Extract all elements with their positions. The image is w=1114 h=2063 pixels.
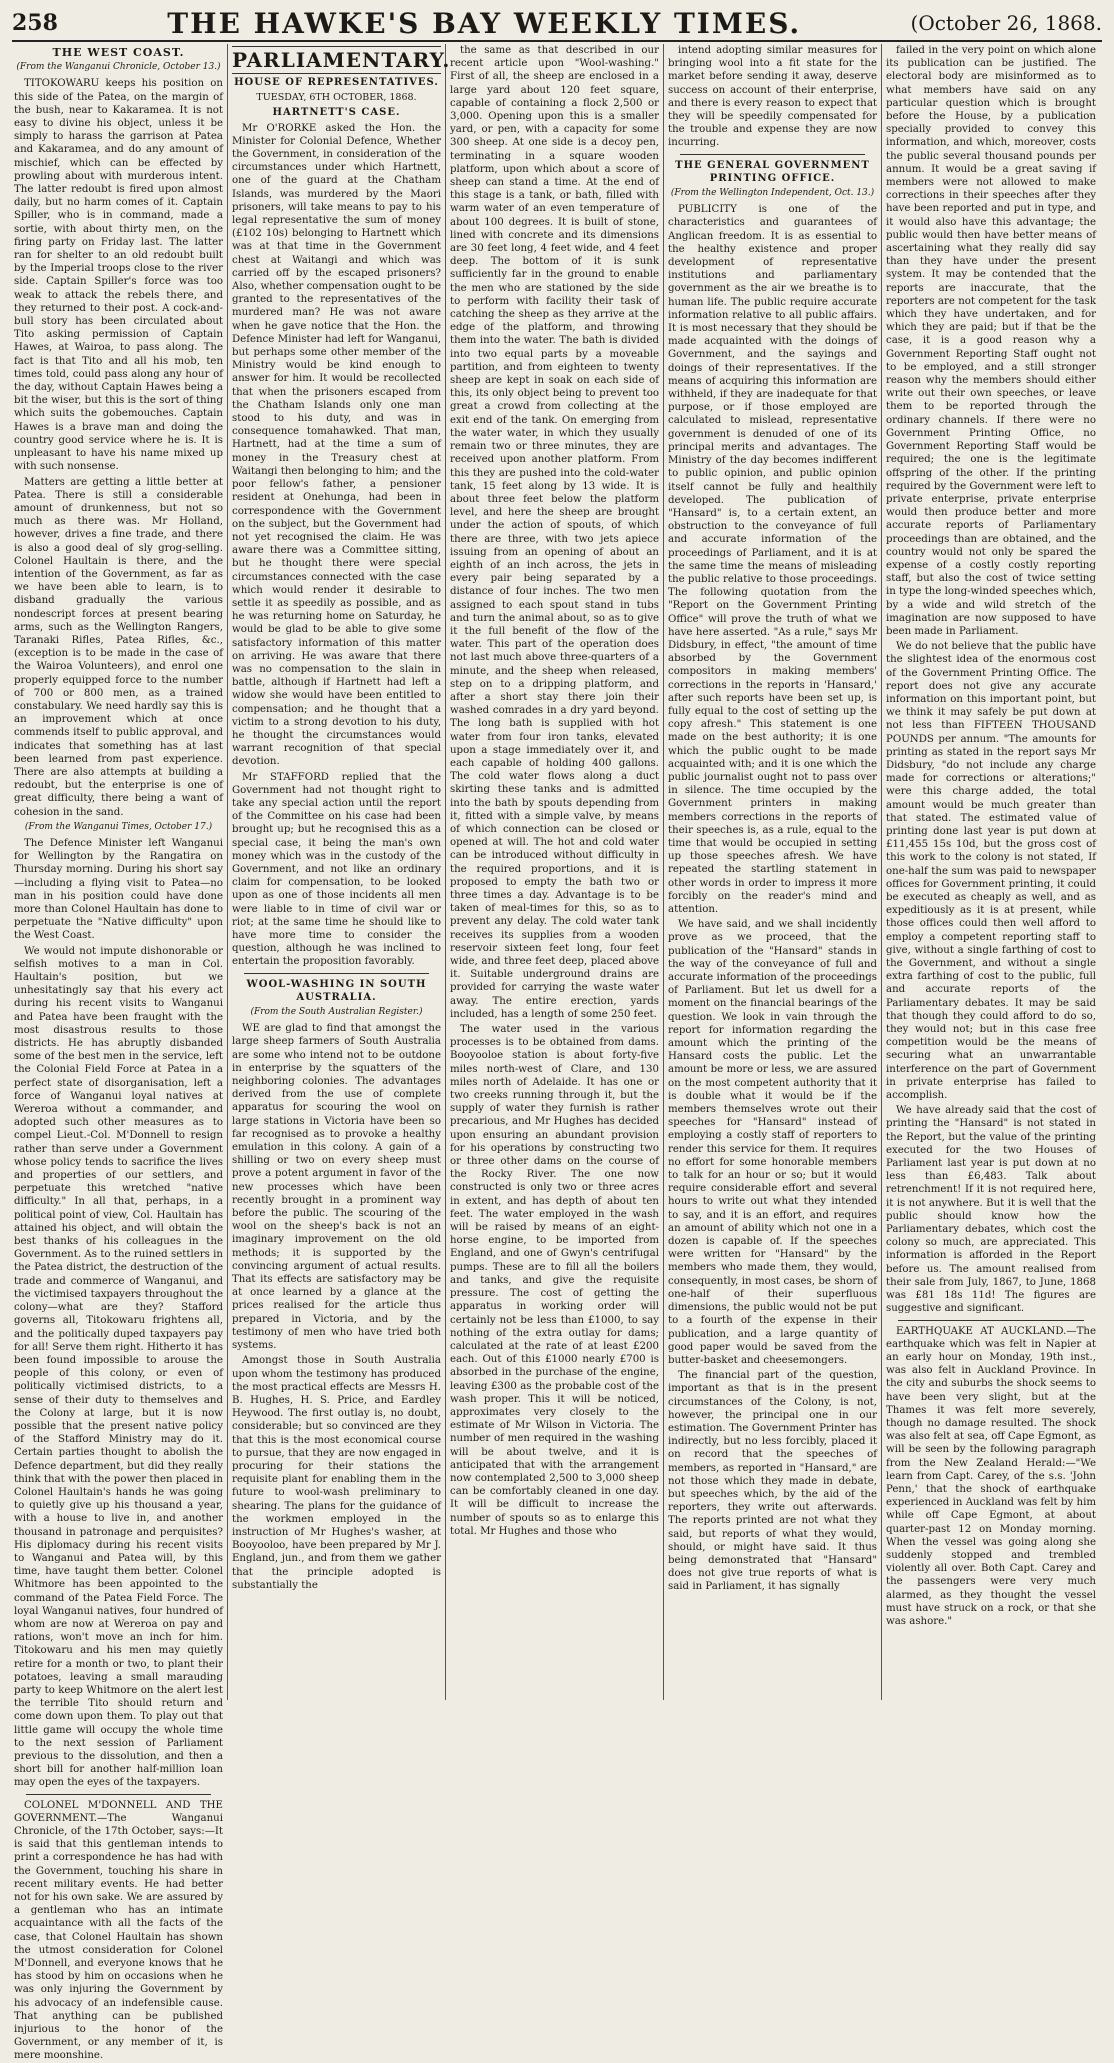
column-4 (664, 44, 882, 1700)
paragraph: WE are glad to find that amongst the large sheep farmers of South Australia are some who intend not to be outdone in enterprise by the squatters of the neighboring colonies. The advantages derived from the use of complete apparatus for scouring the wool on large stations in Victoria have been so far recognised as to provoke a healthy emulation in this colony. A gain of a shilling or two on every sheep must prove a potent argument in favor of the new processes which have been recently brought in a prominent way before the public. The scouring of the wool on the sheep's back is not an imaginary improvement on the old methods; it is supported by the convincing argument of actual results. That its effects are satisfactory may be at once learned by a glance at the prices realised for the article thus prepared in Victoria, and by the testimony of men who have tried both systems. (232, 1023, 441, 1352)
item-body: —The Wanganui Chronicle, of the 17th October, says:—It is said that this gentleman intends to print a correspondence he has had with the Government, touching his share in recent military events. He had better not for his own sake. We are assured by a gentleman who has an intimate acquaintance with all the facts of the case, that Colonel Haultain has shown the utmost consideration for Colonel M'Donnell, and everyone knows that he has stood by him on occasions when he was only injuring the Government by his advocacy of an indefensible cause. That anything can be published injurious to the honor of the Government, or any member of it, is mere moonshine. (14, 1812, 223, 2062)
source-line: (From the Wanganui Chronicle, October 13.) (16, 62, 221, 73)
source-line: (From the Wanganui Times, October 17.) (24, 821, 213, 832)
columns (10, 44, 1104, 2062)
parliamentary-heading: PARLIAMENTARY. (232, 48, 451, 72)
paragraph (14, 1799, 223, 2063)
column-3 (446, 44, 664, 1700)
printing-office-heading: THE GENERAL GOVERNMENT PRINTING OFFICE. (675, 159, 870, 184)
case-heading: HARTNETT'S CASE. (272, 107, 401, 119)
paragraph: We would not impute dishonorable or selfish motives to a man in Col. Haultain's position, but we unhesitatingly say that his every act during his recent visits to Wanganui and Patea have been fraught with the most disastrous results to those districts. He has abruptly disbanded some of the best men in the service, left the Colonial Field Force at Patea in a perfect state of disorganisation, left a force of Wanganui loyal natives at Wereroa without a commander, and adopted such other measures as to compel Lieut.-Col. M'Donnell to resign rather than serve under a Government whose policy tends to sacrifice the lives and properties of our settlers, and perpetuate this wretched "native difficulty." In all that, perhaps, in a political point of view, Col. Haultain has attained his object, and will obtain the best thanks of his colleagues in the Government. As to the ruined settlers in the Patea district, the destruction of the trade and commerce of Wanganui, and the victimised taxpayers throughout the colony—what are they? Stafford governs all, Titokowaru frightens all, and the politically duped taxpayers pay for all! Serve them right. Hitherto it has been found impossible to arouse the people of this colony, or even of politically victimised districts, to a sense of their duty to themselves and the Colony at large, but it is now possible that the present native policy of the Stafford Ministry may do it. Certain parties thought to abolish the Defence department, but did they really think that with the power then placed in Colonel Haultain's hands he was going to quietly give up his thousand a year, with a house to live in, and another thousand in patronage and perquisites? His diplomacy during his recent visits to Wanganui and Patea will, by this time, have taught them better. Colonel Whitmore has been appointed to the command of the Patea Field Force. The loyal Wanganui natives, four hundred of whom are now at Wereroa on pay and rations, won't move an inch for him. Titokowaru and his men may quietly retire for a month or two, to plant their potatoes, leaving a small marauding party to keep Whitmore on the alert lest the terrible Tito should return and come down upon them. To play out that little game will occupy the whole time to the next session of Parliament previous to the dissolution, and then a short bill for another half-million loan may open the eyes of the taxpayers. (14, 945, 223, 1789)
paragraph: failed in the very point on which alone its publication can be justified. The electoral body are misinformed as to what members have said on any particular question which is brought before the House, by a publication specially provided to convey this information, and which, moreover, costs the public several thousand pounds per annum. It would be a great saving if members were not allowed to make corrections in their speeches after they have been reported and put in type, and it would also have this advantage; the public would then have better means of ascertaining what they really did say than they have under the present system. It may be contended that the reports are inaccurate, that the reporters are not competent for the task which they have undertaken, and for which they are paid; but if that be the case, it is a good reason why a Government Reporting Staff ought not to be employed, and a still stronger reason why the members should either write out their own speeches, or leave them to be reported through the ordinary channels. If there were no Government Printing Office, no Government Reporting Staff would be required; the one is the legitimate offspring of the other. If the printing required by the Government were left to private enterprise, private enterprise would then produce better and more accurate reports of Parliamentary proceedings than are obtained, and the country would not only be spared the expense of a costly costly reporting staff, but also the cost of twice setting in type the long-winded speeches which, by a wide and wild stretch of the imagination are now supposed to have been made in Parliament. (886, 45, 1096, 637)
newspaper-title: THE HAWKE'S BAY WEEKLY TIMES. (167, 6, 802, 40)
paragraph: Mr STAFFORD replied that the Government had not thought right to take any special action until the report of the Committee on his case had been brought up; but he recognised this as a special case, it being the man's own money which was in the custody of the Government, and not like an ordinary claim for compensation, to be looked upon as one of those incidents all men were liable to in time of civil war or riot; at the same time he should like to have more time to consider the question, although he was inclined to entertain the proposition favorably. (232, 771, 441, 968)
paragraph: intend adopting similar measures for bringing wool into a fit state for the market before sending it away, deserve success on account of their enterprise, and there is every reason to expect that they will be speedily compensated for the trouble and expense they are now incurring. (668, 45, 877, 149)
divider (26, 1794, 211, 1795)
paragraph: Matters are getting a little better at Patea. There is still a considerable amount of drunkenness, but not so much as there was. Mr Holland, however, drives a fine trade, and there is also a good deal of sly grog-selling. Colonel Haultain is there, and the intention of the Government, as far as we have been able to learn, is to disband gradually the various nondescript forces at present bearing arms, such as the Wellington Rangers, Taranaki Rifles, Patea Rifles, &c., (exception is to be made in the case of the Wairoa Volunteers), and enrol one properly equipped force to the number of 700 or 800 men, as a trained constabulary. We need hardly say this is an improvement which at once commends itself to public approval, and indicates that something has at last been learned from past experience. There are also attempts at building a redoubt, but the enterprise is one of great difficulty, there being a want of cohesion in the sand. (14, 476, 223, 818)
wool-heading: WOOL-WASHING IN SOUTH AUSTRALIA. (246, 978, 427, 1003)
issue-date: (October 26, 1868. (910, 11, 1102, 35)
house-heading: HOUSE OF REPRESENTATIVES. (234, 77, 439, 88)
paragraph: We have said, and we shall incidently prove as we proceed, that the publication of the "Hansard" stands in the way of the conveyance of full and accurate information of the proceedings of Parliament. But let us dwell for a moment on the financial bearings of the question. We look in vain through the report for information regarding the amount which the printing of the Hansard costs the public. Let the amount be more or less, we are assured on the most competent authority that it is double what it would be if the members themselves wrote out their speeches for "Hansard" instead of employing a costly staff of reporters to render this service for them. It requires no effort for some honorable members to talk for an hour or so; but it would require considerable effort and several hours to write out what they intended to say, and it is an effort, and requires an amount of ability which not one in a dozen is capable of. If the speeches were written for "Hansard" by the members who made them, they would, consequently, in most cases, be shorn of one-half of their superfluous dimensions, the public would not be put to a fourth of the expense in their publication, and a large quantity of good paper would be saved from the butter-basket and cheesemongers. (668, 919, 877, 1366)
paragraph: We do not believe that the public have the slightest idea of the enormous cost of the Government Printing Office. The report does not give any accurate information on this important point, but we think it may safely be put down at not less than FIFTEEN THOUSAND POUNDS per annum. "The amounts for printing as stated in the report says Mr Didsbury, "do not include any charge made for corrections or alterations;" were this charge added, the total amount would be much greater than that stated. The estimated value of printing done last year is put down at £11,455 15s 10d, but the gross cost of this work to the colony is not stated, If one-half the sum was paid to newspaper offices for Government printing, it could be executed as cheaply as well, and as expeditiously as it is at present, while those offices could then well afford to employ a competent reporting staff to give, without a single farthing of cost to the Government, and without a single extra farthing of cost to the public, full and accurate reports of the Parliamentary debates. It may be said that though they could afford to do so, they would not; but in this case free competition would be the means of securing what an unwarrantable interference on the part of Government in private enterprise has failed to accomplish. (886, 641, 1096, 1102)
divider (244, 973, 429, 974)
column-5 (882, 44, 1100, 1700)
column-1 (10, 44, 228, 2062)
divider (898, 1320, 1084, 1321)
paragraph: the same as that described in our recent article upon "Wool-washing." First of all, the sheep are enclosed in a large yard about 120 feet square, capable of containing a flock 2,500 or 3,000. Opening upon this is a smaller yard, or pen, with a capacity for some 300 sheep. At one side is a decoy pen, terminating in a square wooden platform, upon which about a score of sheep can stand a time. At the end of this stage is a tank, or bath, filled with warm water of an even temperature of about 100 degrees. It is built of stone, lined with concrete and its dimensions are 30 feet long, 4 feet wide, and 4 feet deep. The bottom of it is sunk sufficiently far in the ground to enable the men who are stationed by the side to perform with facility their task of catching the sheep as they arrive at the edge of the platform, and throwing them into the water. The bath is divided into two equal parts by a moveable partition, and from eighteen to twenty sheep are kept in soak on each side of this, its only object being to prevent too great a crowd from collecting at the exit end of the tank. On emerging from the water water, in which they usually remain two or three minutes, they are received upon another platform. From this they are pushed into the cold-water tank, 15 feet along by 13 wide. It is about three feet below the platform level, and here the sheep are brought under the action of spouts, of which there are three, with two jets apiece issuing from an opening of about an eighth of an inch across, the jets in every pair being separated by a distance of four inches. The two men assigned to each spout stand in tubs and turn the animal about, so as to give it the full benefit of the flow of the water. This part of the operation does not last much above three-quarters of a minute, and the sheep when released, step on to a dripping platform, and after a short stay there join their washed comrades in a dry yard beyond. The long bath is supplied with hot water from four iron tanks, elevated upon a stage immediately over it, and each capable of holding 400 gallons. The cold water flows along a duct skirting these tanks and is admitted into the bath by spouts depending from it, fitted with a simple valve, by means of which connection can be closed or opened at will. The hot and cold water can be introduced without difficulty in the required proportions, and it is proposed to empty the bath two or three times a day. Advantage is to be taken of meal-times for this, so as to prevent any delay. The cold water tank receives its supplies from a wooden reservoir sixteen feet long, four feet wide, and three feet deep, placed above it. Suitable underground drains are provided for carrying the waste water away. The entire erection, yards included, has a length of some 250 feet. (450, 45, 659, 1020)
paragraph: The water used in the various processes is to be obtained from dams. Booyooloe station is about forty-five miles north-west of Clare, and 130 miles north of Adelaide. It has one or two creeks running through it, but the supply of water they furnish is rather precarious, and Mr Hughes has decided upon ensuring an abundant provision for his operations by constructing two or three other dams on the course of the Rocky River. The one now constructed is only two or three acres in extent, and has depth of about ten feet. The water employed in the wash will be raised by means of an eight-horse engine, to be imported from England, and one of Gwyn's centrifugal pumps. These are to fill all the boilers and tanks, and give the requisite pressure. The cost of getting the apparatus in working order will certainly not be less than £1000, to say nothing of the extra outlay for dams; calculated at the rate of at least £200 each. Out of this £1000 nearly £700 is absorbed in the purchase of the engine, leaving £300 as the probable cost of the wash proper. This it will be noticed, approximates very closely to the estimate of Mr Wilson in Victoria. The number of men required in the washing will be about twelve, and it is anticipated that with the arrangement now contemplated 2,500 to 3,000 sheep can be comfortably cleaned in one day. It will be difficult to increase the number of spouts so as to enlarge this total. Mr Hughes and those who (450, 1024, 659, 1537)
masthead (12, 6, 1102, 42)
paragraph: We have already said that the cost of printing the "Hansard" is not stated in the Report, but the value of the printing executed for the two Houses of Parliament last year is put down at no less than £6,483. Talk about retrenchment! If it is not required here, it is not anywhere. But it is well that the public should know how the Parliamentary debates, which cost the colony so much, are appreciated. This information is afforded in the Report before us. The amount realised from their sale from July, 1867, to June, 1868 was £81 18s 11d! The figures are suggestive and significant. (886, 1105, 1096, 1315)
paragraph: Amongst those in South Australia upon whom the testimony has produced the most practical effects are Messrs H. B. Hughes, H. S. Price, and Eardley Heywood. The first outlay is, no doubt, considerable; but so convinced are they that this is the most economical course to pursue, that they are now engaged in procuring for their stations the requisite plant for enabling them in the future to wool-wash preliminary to shearing. The plans for the guidance of the workmen employed in the instruction of Mr Hughes's washer, at Booyooloo, have been prepared by Mr J. England, jun., and from them we gather that the principle adopted is substantially the (232, 1355, 441, 1591)
item-title: EARTHQUAKE AT AUCKLAND. (896, 1325, 1067, 1337)
page-number: 258 (12, 10, 58, 36)
source-line: (From the South Australian Register.) (250, 1007, 423, 1018)
paragraph: PUBLICITY is one of the characteristics and guarantees of Anglican freedom. It is as essential to the healthy existence and proper development of representative institutions and parliamentary government as the air we breathe is to human life. The public require accurate information relative to all public affairs. It is most necessary that they should be made acquainted with the doings of Government, and the sayings and doings of their representatives. If the means of acquiring this information are withheld, if they are inadequate for that purpose, or if those employed are calculated to mislead, representative government is denuded of one of its principal merits and advantages. The Ministry of the day becomes indifferent to public opinion, and public opinion itself cannot be fully and healthily developed. The publication of "Hansard" is, to a certain extent, an obstruction to the conveyance of full and accurate information of the proceedings of Parliament, and it is at the same time the means of misleading the public relative to those proceedings. The following quotation from the "Report on the Government Printing Office" will prove the truth of what we have here asserted. "As a rule," says Mr Didsbury, in effect, "the amount of time absorbed by the Government compositors in making members' corrections in the reports in 'Hansard,' after such reports have been set up, is fully equal to the cost of setting up the copy afresh." This statement is one made on the best authority; it is one which the public ought to be made acquainted with; and it is one which the public journalist ought not to pass over in silence. The time occupied by the Government printers in making members corrections in the reports of their speeches is, as a rule, equal to the time that would be occupied in setting up those speeches afresh. We have repeated the startling statement in other words in order to impress it more forcibly on the reader's mind and attention. (668, 204, 877, 915)
paragraph (886, 1325, 1096, 1629)
paragraph: The Defence Minister left Wanganui for Wellington by the Rangatira on Thursday morning. During his short say—including a flying visit to Patea—no man in his position could have done more than Colonel Haultain has done to perpetuate the "Native difficulty" upon the West Coast. (14, 837, 223, 942)
item-body: —The earthquake which was felt in Napier at an early hour on Monday, 19th inst., was also felt in Auckland Province. In the city and suburbs the shock seems to have been very slight, but at the Thames it was felt more severely, though no damage resulted. The shock was also felt at sea, off Cape Egmont, as will be seen by the following paragraph from the New Zealand Herald:—"We learn from Capt. Carey, of the s.s. 'John Penn,' that the shock of earthquake experienced in Auckland was felt by him while off Cape Egmont, at about quarter-past 12 on Monday morning. When the vessel was going along she suddenly stopped and trembled violently all over. Both Capt. Carey and the passengers were very much alarmed, as they thought the vessel must have struck on a rock, or that she was ashore." (886, 1325, 1096, 1627)
item-title: COLONEL M'DONNELL AND THE GOVERNMENT. (14, 1799, 223, 1824)
source-line: (From the Wellington Independent, Oct. 13.) (670, 188, 875, 199)
west-coast-heading: THE WEST COAST. (52, 46, 185, 59)
paragraph: Mr O'RORKE asked the Hon. the Minister for Colonial Defence, Whether the Government, in consideration of the circumstances under which Hartnett, one of the guard at the Chatham Islands, was murdered by the Maori prisoners, will take means to pay to his legal representative the sum of money (£102 10s) belonging to Hartnett which was at that time in the Government chest at Waitangi and which was carried off by the escaped prisoners? Also, whether compensation ought to be granted to the representatives of the murdered man? He was not aware when he gave notice that the Hon. the Defence Minister had left for Wanganui, but perhaps some other member of the Ministry would be kind enough to answer for him. It would be recollected that when the prisoners escaped from the Chatham Islands only one man stood to his duty, and was in consequence tomahawked. That man, Hartnett, had at the time a sum of money in the Treasury chest at Waitangi then belonging to him; and the poor fellow's father, a pensioner resident at Onehunga, had been in correspondence with the Government on the subject, but the Government had not yet recognised the claim. He was aware there was a Committee sitting, but he thought there were special circumstances connected with the case which would render it desirable to settle it as speedily as possible, and as he was returning home on Saturday, he would be glad to be able to give some satisfactory information of this matter on arriving. He was aware that there was no compensation to the slain in battle, although if Hartnett had left a widow she would have been entitled to compensation; and he thought that a victim to a strong devotion to his duty, he thought the circumstances would warrant recognition of that special devotion. (232, 122, 441, 768)
session-date: TUESDAY, 6TH OCTOBER, 1868. (256, 92, 417, 104)
divider (680, 154, 865, 155)
column-2 (228, 44, 451, 1700)
paragraph: The financial part of the question, important as that is in the present circumstances of the Colony, is not, however, the principal one in our estimation. The Government Printer has indirectly, but no less forcibly, placed it on record that the speeches of members, as reported in "Hansard," are not those which they made in debate, but speeches which, by the aid of the reporters, they write out afterwards. The reports printed are not what they said, but reports of what they would, should, or might have said. It thus being demonstrated that "Hansard" does not give true reports of what is said in Parliament, it has signally (668, 1370, 877, 1593)
paragraph: TITOKOWARU keeps his position on this side of the Patea, on the margin of the bush, near to Kakaramea. It is not easy to divine his object, unless it be simply to harass the garrison at Patea and Kakaramea, and do any amount of mischief, which can be effected by prowling about with murderous intent. The latter redoubt is fired upon almost daily, but no harm comes of it. Captain Spiller, who is in command, made a sortie, with about thirty men, on the firing party on Friday last. The latter ran for shelter to an old redoubt built by the Imperial troops close to the river side. Captain Spiller's force was too weak to attack the rebels there, and they returned to their post. A cock-and-bull story has been circulated about Tito asking permission of Captain Hawes, at Wairoa, to pass along. The fact is that Tito and all his mob, ten times told, could pass along any hour of the day, without Captain Hawes being a bit the wiser, but this is the sort of thing which suits the gobemouches. Captain Hawes is a brave man and doing the country good service where he is. It is unpleasant to have his name mixed up with such nonsense. (14, 78, 223, 473)
